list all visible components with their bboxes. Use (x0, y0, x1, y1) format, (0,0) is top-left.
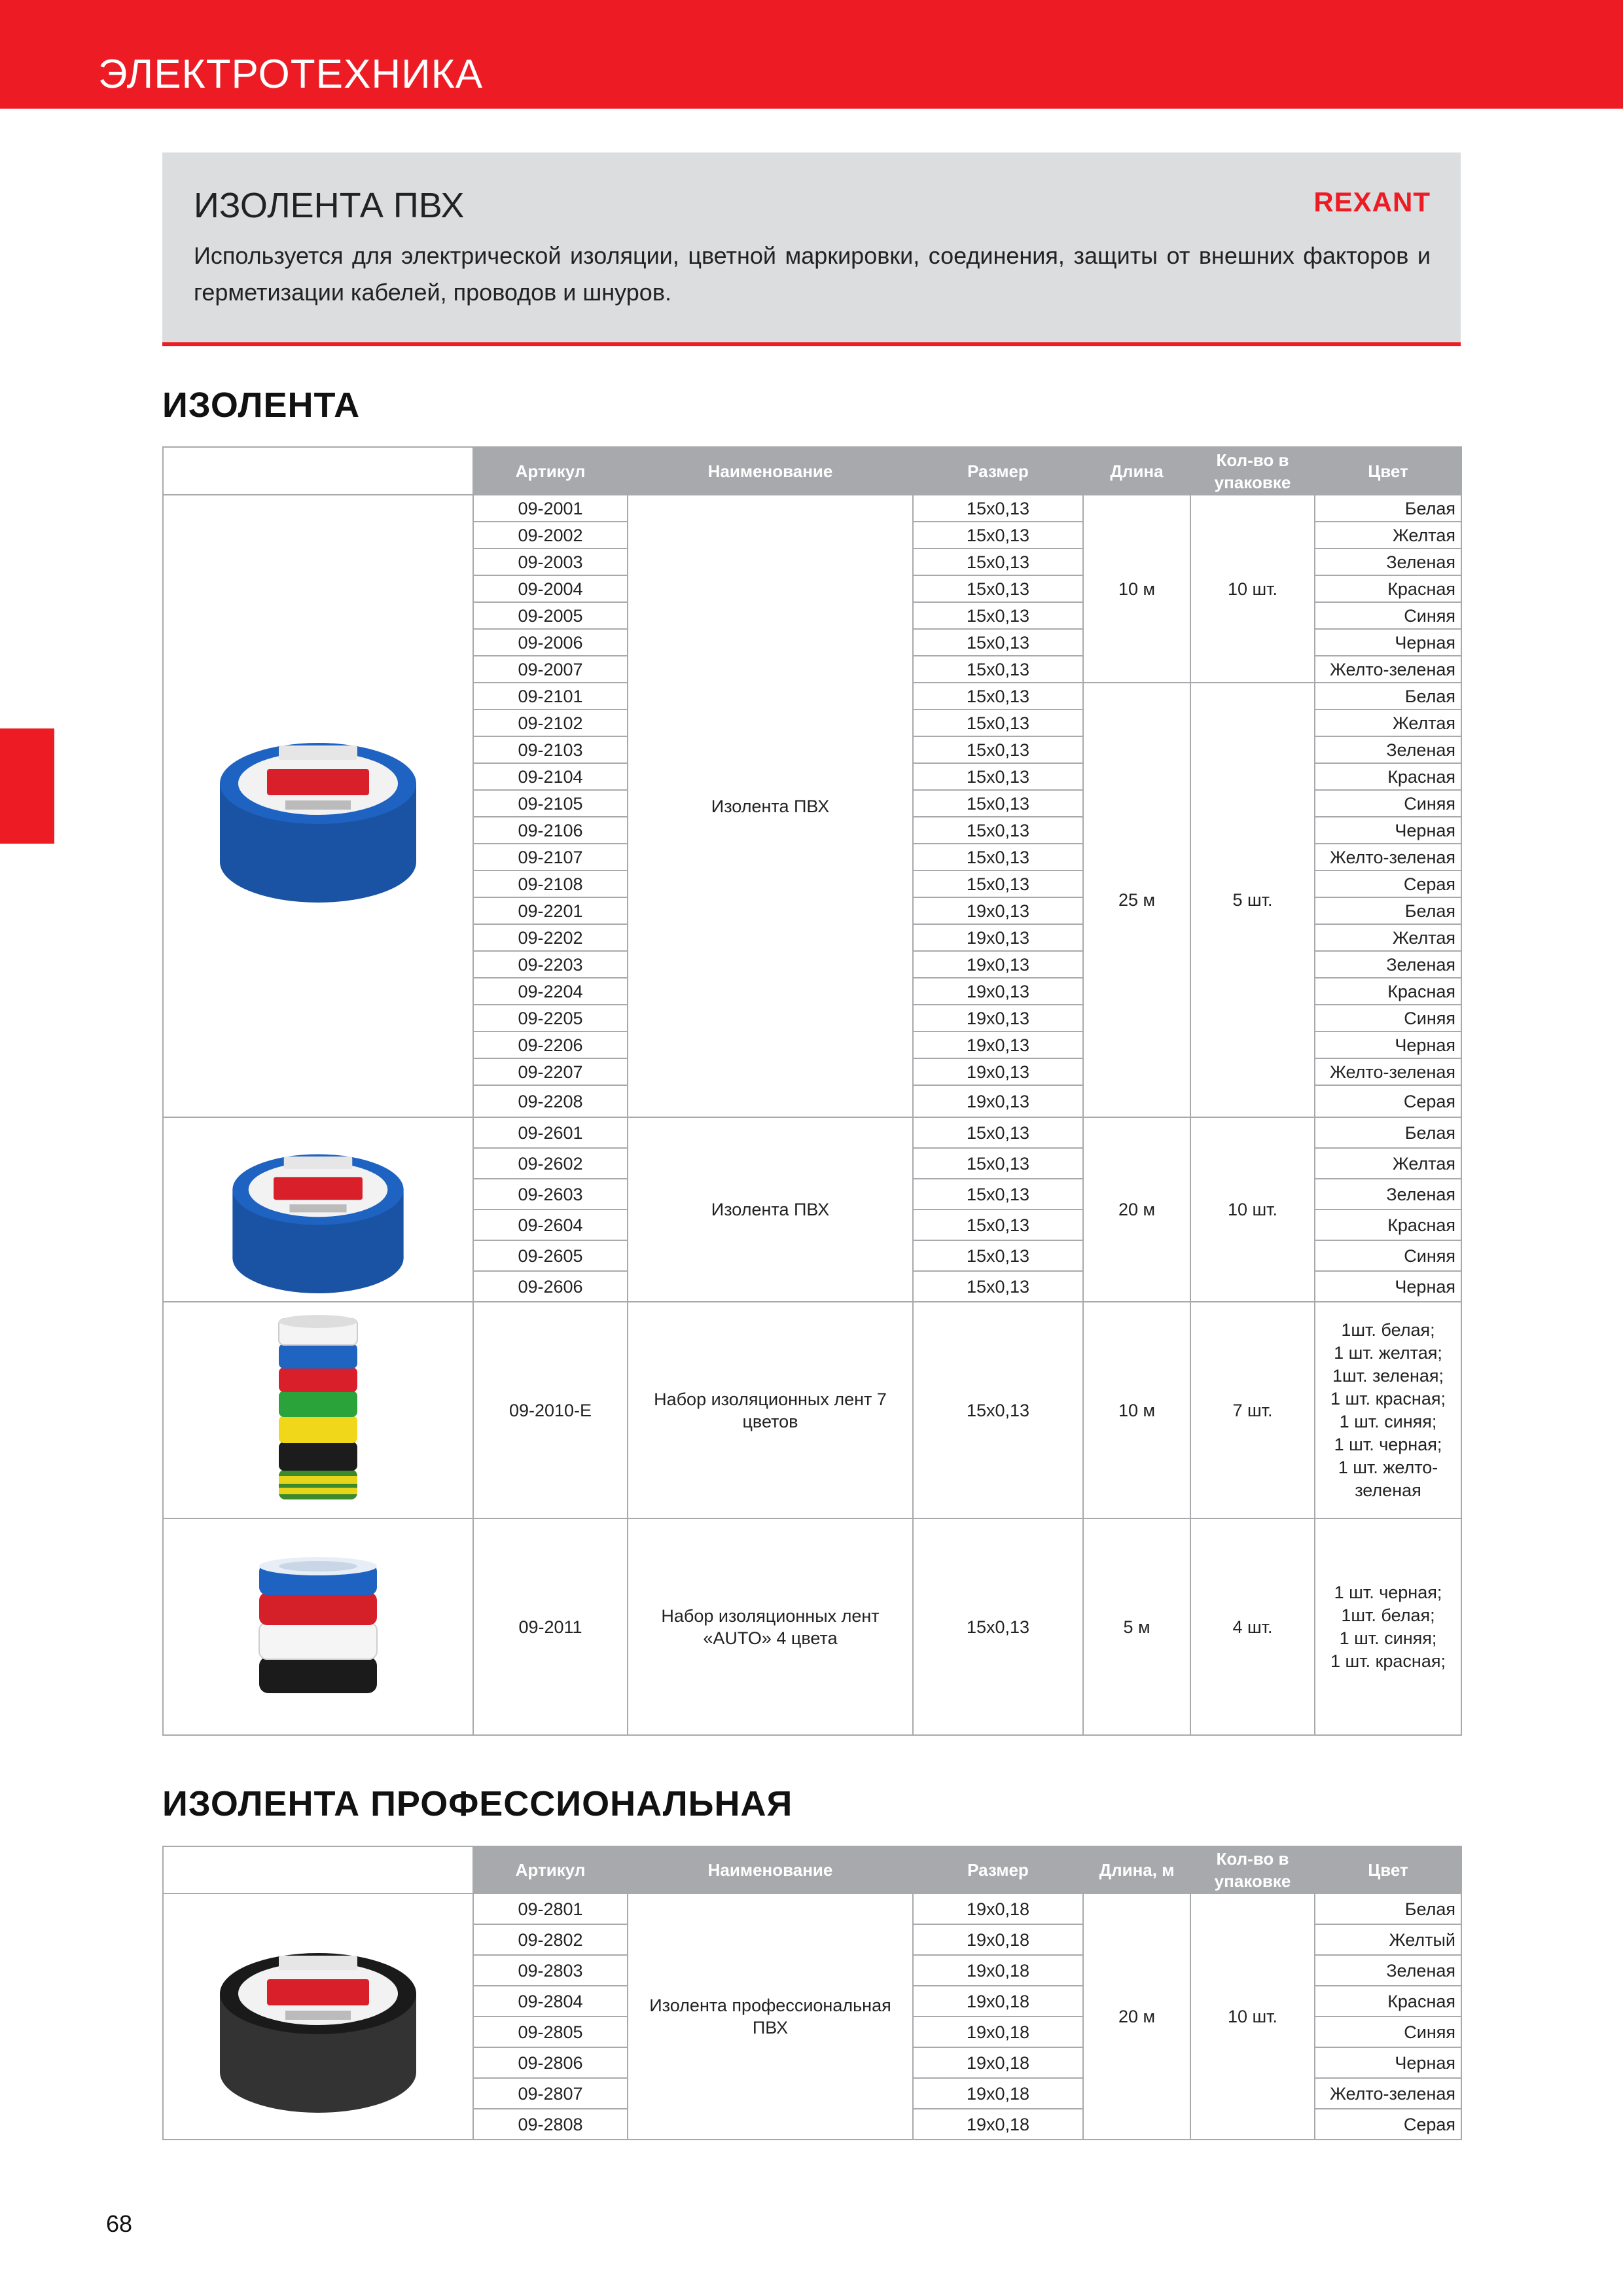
length-cell: 10 м (1083, 495, 1190, 683)
izolenta-table (162, 446, 1462, 1736)
size-cell: 19х0,13 (913, 1058, 1083, 1085)
color-set-line: 1 шт. черная; (1334, 1582, 1442, 1602)
col-header-color: Цвет (1315, 1846, 1461, 1893)
color-cell: Серая (1315, 1085, 1461, 1117)
col-header-article: Артикул (473, 447, 628, 495)
color-set-cell (1315, 1518, 1461, 1735)
color-cell: Зеленая (1315, 548, 1461, 575)
color-set-line: 1 шт. красная; (1330, 1388, 1446, 1408)
size-cell: 15х0,13 (913, 790, 1083, 817)
image-column-header (163, 1846, 473, 1893)
table-row (163, 495, 1461, 522)
size-cell: 15х0,13 (913, 602, 1083, 629)
size-cell: 19х0,18 (913, 2109, 1083, 2140)
article-cell: 09-2807 (473, 2078, 628, 2109)
color-cell: Серая (1315, 2109, 1461, 2140)
color-cell: Желтая (1315, 522, 1461, 548)
article-cell: 09-2010-E (473, 1302, 628, 1518)
color-cell: Белая (1315, 495, 1461, 522)
size-cell: 19х0,13 (913, 1005, 1083, 1031)
size-cell: 19х0,13 (913, 924, 1083, 951)
col-header-article: Артикул (473, 1846, 628, 1893)
color-set-line: 1 шт. синяя; (1339, 1411, 1437, 1431)
section-title-izolenta: ИЗОЛЕНТА (162, 386, 361, 425)
color-cell: Синяя (1315, 1005, 1461, 1031)
header-bar (0, 0, 1623, 109)
tape-blue-icon (207, 705, 429, 908)
article-cell: 09-2104 (473, 763, 628, 790)
color-set-line: 1 шт. черная; (1334, 1434, 1442, 1454)
name-cell: Набор изоляционных лент «AUTO» 4 цвета (628, 1518, 913, 1735)
color-cell: Желто-зеленая (1315, 844, 1461, 870)
size-cell: 19х0,18 (913, 2078, 1083, 2109)
article-cell: 09-2108 (473, 870, 628, 897)
size-cell: 15х0,13 (913, 629, 1083, 656)
length-cell: 20 м (1083, 1893, 1190, 2140)
color-cell: Синяя (1315, 790, 1461, 817)
article-cell: 09-2002 (473, 522, 628, 548)
article-cell: 09-2802 (473, 1924, 628, 1955)
color-cell: Желтая (1315, 1148, 1461, 1179)
color-cell: Зеленая (1315, 1179, 1461, 1210)
tape-blue-image (163, 495, 473, 1117)
size-cell: 15х0,13 (913, 709, 1083, 736)
color-cell: Черная (1315, 817, 1461, 844)
col-header-qty: Кол-во в упаковке (1190, 447, 1315, 495)
color-cell: Черная (1315, 2047, 1461, 2078)
article-cell: 09-2205 (473, 1005, 628, 1031)
size-cell: 15х0,13 (913, 870, 1083, 897)
name-cell: Изолента ПВХ (628, 1117, 913, 1302)
article-cell: 09-2207 (473, 1058, 628, 1085)
size-cell: 19х0,18 (913, 1924, 1083, 1955)
brand-logo: REXANT (1313, 187, 1431, 217)
tape-blue-20m-image (163, 1117, 473, 1302)
color-cell: Желтая (1315, 709, 1461, 736)
professional-table-wrap (162, 1846, 1462, 2140)
tape-black-image (163, 1893, 473, 2140)
size-cell: 19х0,18 (913, 1986, 1083, 2017)
length-cell: 20 м (1083, 1117, 1190, 1302)
size-cell: 15х0,13 (913, 1148, 1083, 1179)
size-cell: 15х0,13 (913, 844, 1083, 870)
color-set-line: 1 шт. синяя; (1339, 1628, 1437, 1648)
article-cell: 09-2208 (473, 1085, 628, 1117)
article-cell: 09-2603 (473, 1179, 628, 1210)
color-cell: Белая (1315, 683, 1461, 709)
article-cell: 09-2003 (473, 548, 628, 575)
qty-cell: 10 шт. (1190, 1893, 1315, 2140)
color-set-line: 1 шт. желто- (1338, 1457, 1438, 1477)
article-cell: 09-2605 (473, 1240, 628, 1271)
color-set-line: 1шт. белая; (1341, 1319, 1435, 1340)
qty-cell: 10 шт. (1190, 495, 1315, 683)
article-cell: 09-2606 (473, 1271, 628, 1302)
size-cell: 19х0,13 (913, 978, 1083, 1005)
size-cell: 15х0,13 (913, 1302, 1083, 1518)
article-cell: 09-2103 (473, 736, 628, 763)
color-cell: Зеленая (1315, 736, 1461, 763)
article-cell: 09-2006 (473, 629, 628, 656)
tape-set-7-image (163, 1302, 473, 1518)
color-cell: Красная (1315, 1986, 1461, 2017)
section-title-professional: ИЗОЛЕНТА ПРОФЕССИОНАЛЬНАЯ (162, 1784, 793, 1823)
color-cell: Красная (1315, 1210, 1461, 1240)
article-cell: 09-2601 (473, 1117, 628, 1148)
article-cell: 09-2004 (473, 575, 628, 602)
size-cell: 15х0,13 (913, 683, 1083, 709)
size-cell: 15х0,13 (913, 1518, 1083, 1735)
color-cell: Черная (1315, 629, 1461, 656)
article-cell: 09-2101 (473, 683, 628, 709)
color-cell: Белая (1315, 1117, 1461, 1148)
size-cell: 19х0,13 (913, 951, 1083, 978)
color-cell: Красная (1315, 763, 1461, 790)
image-column-header (163, 447, 473, 495)
article-cell: 09-2001 (473, 495, 628, 522)
size-cell: 15х0,13 (913, 736, 1083, 763)
color-set-line: 1шт. зеленая; (1332, 1365, 1444, 1386)
color-cell: Белая (1315, 897, 1461, 924)
article-cell: 09-2604 (473, 1210, 628, 1240)
table-row (163, 1518, 1461, 1735)
color-cell: Синяя (1315, 602, 1461, 629)
tape-set-auto-image (163, 1518, 473, 1735)
color-set-line: зеленая (1355, 1480, 1421, 1500)
color-cell: Черная (1315, 1271, 1461, 1302)
size-cell: 19х0,18 (913, 1893, 1083, 1924)
size-cell: 15х0,13 (913, 522, 1083, 548)
size-cell: 15х0,13 (913, 1240, 1083, 1271)
size-cell: 15х0,13 (913, 1179, 1083, 1210)
size-cell: 15х0,13 (913, 763, 1083, 790)
size-cell: 15х0,13 (913, 1271, 1083, 1302)
article-cell: 09-2806 (473, 2047, 628, 2078)
article-cell: 09-2102 (473, 709, 628, 736)
color-cell: Желтая (1315, 924, 1461, 951)
name-cell: Набор изоляционных лент 7 цветов (628, 1302, 913, 1518)
name-cell: Изолента ПВХ (628, 495, 913, 1117)
color-set-cell (1315, 1302, 1461, 1518)
color-cell: Желто-зеленая (1315, 1058, 1461, 1085)
page-category-title: ЭЛЕКТРОТЕХНИКА (98, 52, 484, 97)
side-tab-marker (0, 728, 54, 844)
color-cell: Красная (1315, 978, 1461, 1005)
color-cell: Черная (1315, 1031, 1461, 1058)
length-cell: 5 м (1083, 1518, 1190, 1735)
article-cell: 09-2106 (473, 817, 628, 844)
size-cell: 19х0,13 (913, 897, 1083, 924)
intro-box (162, 152, 1461, 346)
article-cell: 09-2803 (473, 1955, 628, 1986)
article-cell: 09-2805 (473, 2017, 628, 2047)
color-cell: Желтый (1315, 1924, 1461, 1955)
col-header-length: Длина, м (1083, 1846, 1190, 1893)
size-cell: 15х0,13 (913, 575, 1083, 602)
col-header-size: Размер (913, 447, 1083, 495)
tape-set-auto-icon (240, 1552, 397, 1702)
article-cell: 09-2107 (473, 844, 628, 870)
size-cell: 19х0,18 (913, 1955, 1083, 1986)
size-cell: 15х0,13 (913, 1210, 1083, 1240)
article-cell: 09-2801 (473, 1893, 628, 1924)
izolenta-table-wrap (162, 446, 1462, 1736)
size-cell: 19х0,13 (913, 1085, 1083, 1117)
article-cell: 09-2201 (473, 897, 628, 924)
name-cell: Изолента профессиональная ПВХ (628, 1893, 913, 2140)
size-cell: 19х0,18 (913, 2047, 1083, 2078)
intro-description: Используется для электрической изоляции, цветной маркировки, соединения, защиты от внешних факторов и герметизации кабелей, проводов и шнуров. (194, 242, 1431, 306)
color-set-line: 1 шт. красная; (1330, 1651, 1446, 1671)
table-row (163, 1893, 1461, 1924)
length-cell: 10 м (1083, 1302, 1190, 1518)
col-header-name: Наименование (628, 447, 913, 495)
col-header-size: Размер (913, 1846, 1083, 1893)
tape-black-icon (207, 1915, 429, 2118)
col-header-color: Цвет (1315, 447, 1461, 495)
size-cell: 15х0,13 (913, 656, 1083, 683)
color-cell: Серая (1315, 870, 1461, 897)
color-set-line: 1шт. белая; (1341, 1605, 1435, 1625)
article-cell: 09-2206 (473, 1031, 628, 1058)
col-header-name: Наименование (628, 1846, 913, 1893)
color-cell: Белая (1315, 1893, 1461, 1924)
size-cell: 15х0,13 (913, 817, 1083, 844)
size-cell: 19х0,13 (913, 1031, 1083, 1058)
table-row (163, 1117, 1461, 1148)
qty-cell: 4 шт. (1190, 1518, 1315, 1735)
article-cell: 09-2105 (473, 790, 628, 817)
article-cell: 09-2204 (473, 978, 628, 1005)
article-cell: 09-2011 (473, 1518, 628, 1735)
color-cell: Синяя (1315, 2017, 1461, 2047)
professional-table (162, 1846, 1462, 2140)
article-cell: 09-2808 (473, 2109, 628, 2140)
article-cell: 09-2602 (473, 1148, 628, 1179)
qty-cell: 5 шт. (1190, 683, 1315, 1117)
color-set-line: 1 шт. желтая; (1334, 1342, 1442, 1363)
color-cell: Синяя (1315, 1240, 1461, 1271)
article-cell: 09-2202 (473, 924, 628, 951)
tape-blue-20m-icon (220, 1121, 416, 1298)
tape-set-7-icon (266, 1312, 370, 1509)
intro-title: ИЗОЛЕНТА ПВХ (194, 186, 465, 225)
color-cell: Зеленая (1315, 951, 1461, 978)
size-cell: 19х0,18 (913, 2017, 1083, 2047)
color-cell: Красная (1315, 575, 1461, 602)
qty-cell: 7 шт. (1190, 1302, 1315, 1518)
table-row (163, 1302, 1461, 1518)
article-cell: 09-2804 (473, 1986, 628, 2017)
color-cell: Желто-зеленая (1315, 656, 1461, 683)
size-cell: 15х0,13 (913, 495, 1083, 522)
article-cell: 09-2005 (473, 602, 628, 629)
color-cell: Зеленая (1315, 1955, 1461, 1986)
length-cell: 25 м (1083, 683, 1190, 1117)
article-cell: 09-2007 (473, 656, 628, 683)
qty-cell: 10 шт. (1190, 1117, 1315, 1302)
col-header-qty: Кол-во в упаковке (1190, 1846, 1315, 1893)
size-cell: 15х0,13 (913, 548, 1083, 575)
color-cell: Желто-зеленая (1315, 2078, 1461, 2109)
page-number: 68 (106, 2210, 133, 2237)
size-cell: 15х0,13 (913, 1117, 1083, 1148)
article-cell: 09-2203 (473, 951, 628, 978)
col-header-length: Длина (1083, 447, 1190, 495)
